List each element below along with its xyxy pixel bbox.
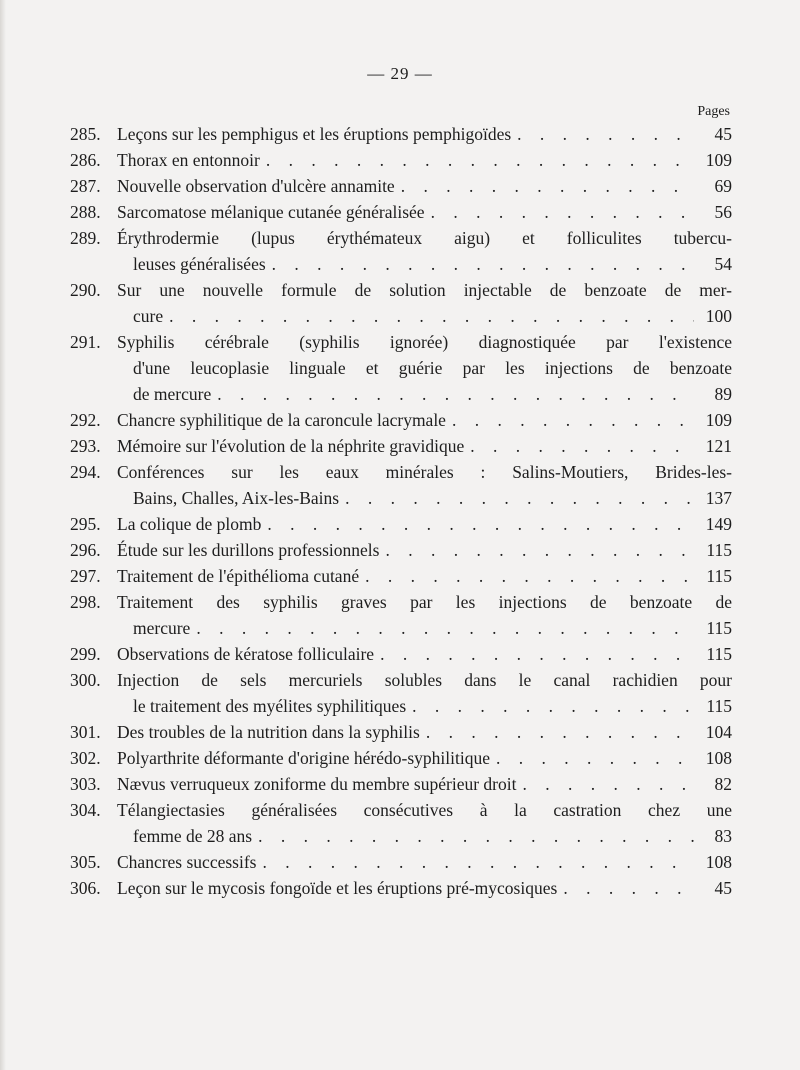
page-reference: 56 — [714, 202, 732, 222]
list-item — [70, 173, 732, 199]
entry-title: Traitement des syphilis graves par les injections de benzoate de — [117, 592, 732, 612]
page-reference: 121 — [705, 436, 732, 456]
page-reference: 115 — [706, 644, 732, 664]
entry-line — [70, 615, 732, 641]
entry-number: 291. — [70, 332, 101, 352]
dot-leader — [431, 199, 694, 225]
dot-leader — [196, 615, 694, 641]
list-item — [70, 511, 732, 537]
entry-line — [70, 771, 732, 797]
list-item — [70, 719, 732, 745]
entry-line — [70, 173, 732, 199]
entry-title: cure — [133, 306, 164, 326]
entry-title: Sur une nouvelle formule de solution injectable de benzoate de mer- — [117, 280, 732, 300]
entry-number: 298. — [70, 592, 101, 612]
entry-line — [70, 433, 732, 459]
page-reference: 54 — [714, 254, 732, 274]
entry-number: 289. — [70, 228, 101, 248]
page-reference: 115 — [706, 696, 732, 716]
list-item — [70, 771, 732, 797]
list-item — [70, 147, 732, 173]
list-item — [70, 667, 732, 719]
list-item — [70, 433, 732, 459]
list-item — [70, 225, 732, 277]
entry-title: femme de 28 ans — [133, 826, 253, 846]
page-reference: 108 — [705, 748, 732, 768]
dot-leader — [380, 641, 694, 667]
entry-line — [70, 407, 732, 433]
dot-leader — [563, 875, 694, 901]
page-reference: 104 — [705, 722, 732, 742]
list-item — [70, 589, 732, 641]
entry-title: mercure — [133, 618, 191, 638]
entry-number: 285. — [70, 124, 101, 144]
entry-title: La colique de plomb — [117, 514, 262, 534]
page-reference: 100 — [705, 306, 732, 326]
entry-line — [70, 199, 732, 225]
entry-number: 288. — [70, 202, 101, 222]
table-of-contents — [70, 121, 732, 901]
entry-title: Des troubles de la nutrition dans la syphilis — [117, 722, 420, 742]
page-reference: 115 — [706, 540, 732, 560]
list-item — [70, 537, 732, 563]
list-item — [70, 459, 732, 511]
dot-leader — [345, 485, 694, 511]
entry-title: Sarcomatose mélanique cutanée généralisée — [117, 202, 425, 222]
page-number: — 29 — — [367, 64, 433, 83]
entry-title: Observations de kératose folliculaire — [117, 644, 375, 664]
page-reference: 45 — [714, 124, 732, 144]
entry-line — [70, 251, 732, 277]
entry-title: Télangiectasies généralisées consécutives à la castration chez une — [117, 800, 732, 820]
entry-number: 304. — [70, 800, 101, 820]
page-reference: 108 — [705, 852, 732, 872]
dot-leader — [169, 303, 694, 329]
list-item — [70, 745, 732, 771]
entry-line — [70, 459, 732, 485]
page-reference: 83 — [714, 826, 732, 846]
entry-number: 303. — [70, 774, 101, 794]
dot-leader — [426, 719, 694, 745]
list-item — [70, 407, 732, 433]
entry-line — [70, 147, 732, 173]
entry-title: Conférences sur les eaux minérales : Salins-Moutiers, Brides-les- — [117, 462, 732, 482]
dot-leader — [272, 251, 694, 277]
entry-number: 299. — [70, 644, 101, 664]
page-reference: 115 — [706, 618, 732, 638]
entry-title: Chancres successifs — [117, 852, 257, 872]
entry-number: 295. — [70, 514, 101, 534]
entry-title: Leçons sur les pemphigus et les éruptions pemphigoïdes — [117, 124, 512, 144]
list-item — [70, 849, 732, 875]
entry-title: Bains, Challes, Aix-les-Bains — [133, 488, 340, 508]
entry-line — [70, 667, 732, 693]
entry-line — [70, 537, 732, 563]
dot-leader — [385, 537, 694, 563]
dot-leader — [496, 745, 694, 771]
entry-line — [70, 641, 732, 667]
page-reference: 149 — [705, 514, 732, 534]
entry-line — [70, 563, 732, 589]
entry-title: Leçon sur le mycosis fongoïde et les éruptions pré-mycosiques — [117, 878, 558, 898]
list-item — [70, 329, 732, 407]
entry-line — [70, 875, 732, 901]
entry-line — [70, 849, 732, 875]
entry-number: 286. — [70, 150, 101, 170]
dot-leader — [258, 823, 694, 849]
list-item — [70, 563, 732, 589]
entry-line — [70, 381, 732, 407]
entry-title: Syphilis cérébrale (syphilis ignorée) diagnostiquée par l'existence — [117, 332, 732, 352]
page-reference: 109 — [705, 410, 732, 430]
dot-leader — [262, 849, 694, 875]
list-item — [70, 875, 732, 901]
dot-leader — [412, 693, 694, 719]
entry-line — [70, 485, 732, 511]
entry-line — [70, 511, 732, 537]
entry-line — [70, 719, 732, 745]
entry-line — [70, 355, 732, 381]
entry-line — [70, 329, 732, 355]
entry-line — [70, 823, 732, 849]
entry-title: Érythrodermie (lupus érythémateux aigu) et folliculites tubercu- — [117, 228, 732, 248]
page-reference: 115 — [706, 566, 732, 586]
entry-line — [70, 745, 732, 771]
dot-leader — [522, 771, 694, 797]
page-reference: 69 — [714, 176, 732, 196]
entry-number: 292. — [70, 410, 101, 430]
dot-leader — [266, 147, 694, 173]
entry-title: Nouvelle observation d'ulcère annamite — [117, 176, 395, 196]
dot-leader — [517, 121, 694, 147]
list-item — [70, 277, 732, 329]
page-reference: 89 — [714, 384, 732, 404]
entry-title: Traitement de l'épithélioma cutané — [117, 566, 360, 586]
entry-line — [70, 589, 732, 615]
entry-title: Polyarthrite déformante d'origine hérédo-syphilitique — [117, 748, 490, 768]
entry-number: 293. — [70, 436, 101, 456]
dot-leader — [470, 433, 694, 459]
entry-number: 290. — [70, 280, 101, 300]
page-reference: 82 — [714, 774, 732, 794]
entry-line — [70, 693, 732, 719]
page-reference: 137 — [705, 488, 732, 508]
entry-title: le traitement des myélites syphilitiques — [133, 696, 407, 716]
entry-line — [70, 303, 732, 329]
dot-leader — [267, 511, 694, 537]
entry-title: Étude sur les durillons professionnels — [117, 540, 380, 560]
entry-title: Injection de sels mercuriels solubles dans le canal rachidien pour — [117, 670, 732, 690]
entry-title: Nævus verruqueux zoniforme du membre supérieur droit — [117, 774, 517, 794]
pages-column-label: Pages — [697, 104, 730, 119]
dot-leader — [217, 381, 694, 407]
list-item — [70, 121, 732, 147]
entry-number: 305. — [70, 852, 101, 872]
dot-leader — [452, 407, 694, 433]
entry-number: 302. — [70, 748, 101, 768]
page-reference: 109 — [705, 150, 732, 170]
entry-title: leuses généralisées — [133, 254, 266, 274]
entry-number: 306. — [70, 878, 101, 898]
entry-line — [70, 797, 732, 823]
dot-leader — [401, 173, 694, 199]
entry-line — [70, 121, 732, 147]
list-item — [70, 797, 732, 849]
entry-title: Thorax en entonnoir — [117, 150, 260, 170]
entry-title: Mémoire sur l'évolution de la néphrite gravidique — [117, 436, 465, 456]
entry-line — [70, 225, 732, 251]
entry-number: 294. — [70, 462, 101, 482]
entry-number: 300. — [70, 670, 101, 690]
entry-title: de mercure — [133, 384, 212, 404]
entry-number: 296. — [70, 540, 101, 560]
dot-leader — [365, 563, 694, 589]
list-item — [70, 199, 732, 225]
entry-number: 297. — [70, 566, 101, 586]
list-item — [70, 641, 732, 667]
entry-number: 301. — [70, 722, 101, 742]
page-reference: 45 — [714, 878, 732, 898]
entry-title: Chancre syphilitique de la caroncule lacrymale — [117, 410, 446, 430]
entry-number: 287. — [70, 176, 101, 196]
entry-title: d'une leucoplasie linguale et guérie par les injections de benzoate — [133, 358, 732, 378]
entry-line — [70, 277, 732, 303]
